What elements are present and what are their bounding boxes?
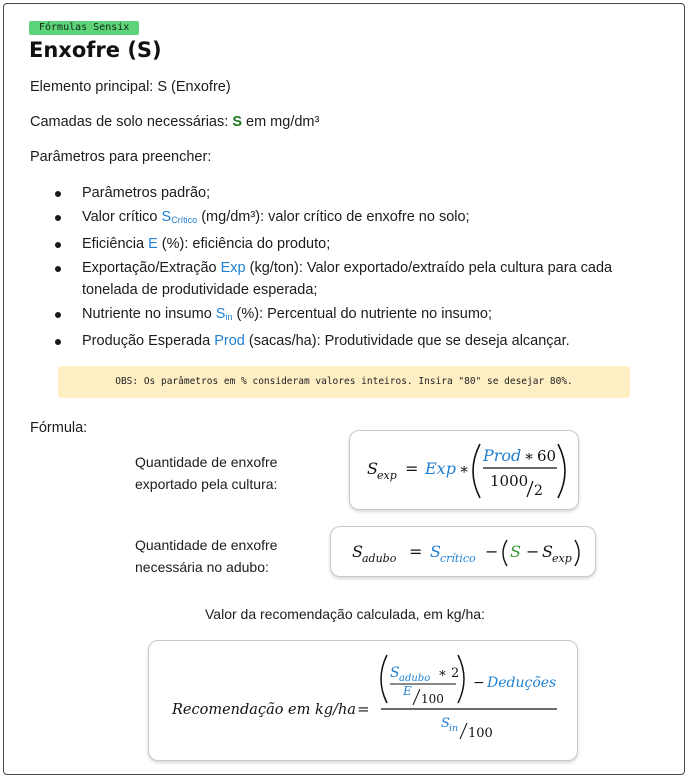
- svg-text:S: S: [430, 542, 441, 561]
- svg-text:adubo: adubo: [362, 552, 397, 565]
- svg-text:exp: exp: [552, 552, 572, 565]
- bullet-dot: [55, 266, 61, 272]
- bullet-post: (%): eficiência do produto;: [157, 236, 331, 252]
- bullet-post: (%): Percentual do nutriente no insumo;: [232, 306, 493, 322]
- svg-text:100: 100: [468, 726, 493, 741]
- list-item: [52, 257, 662, 301]
- main-element-line: Elemento principal: S (Enxofre): [30, 79, 231, 95]
- symbol-e: E: [148, 236, 158, 252]
- soil-layers-symbol: S: [232, 114, 242, 130]
- svg-text:S: S: [542, 542, 553, 561]
- formula-3-label: Valor da recomendação calculada, em kg/ha:: [205, 606, 485, 622]
- svg-text:crítico: crítico: [440, 552, 476, 565]
- formula-1-box: [349, 430, 579, 510]
- parameters-heading: Parâmetros para preencher:: [30, 149, 212, 165]
- bullet-dot: [55, 339, 61, 345]
- svg-text:Exp: Exp: [425, 459, 456, 478]
- bullet-pre: Eficiência: [82, 236, 149, 252]
- bullet-pre: Produção Esperada: [82, 333, 215, 349]
- svg-text:Prod: Prod: [483, 446, 522, 465]
- page-title: Enxofre (S): [29, 38, 162, 62]
- svg-text:adubo: adubo: [399, 673, 431, 684]
- symbol-s-in: $S_{in}$: [215, 306, 233, 322]
- bullet-pre: Valor crítico: [82, 209, 162, 225]
- svg-text:∗ 2: ∗ 2: [438, 666, 460, 681]
- svg-text:Recomendação em kg/ha: Recomendação em kg/ha: [172, 702, 356, 718]
- formula-3-box: [148, 640, 578, 761]
- soil-layers-line: [30, 114, 319, 130]
- svg-text:S: S: [441, 716, 450, 731]
- bullet-text: Parâmetros padrão;: [82, 185, 211, 201]
- svg-text:100: 100: [421, 692, 444, 706]
- formula-2-equation: [331, 527, 597, 578]
- list-item: [52, 182, 662, 204]
- svg-text:E: E: [403, 684, 412, 698]
- list-item: [52, 233, 662, 255]
- svg-text:∗: ∗: [524, 447, 535, 465]
- obs-note: OBS: Os parâmetros em % consideram valores inteiros. Insira "80" se desejar 80%.: [58, 366, 630, 398]
- svg-text:2: 2: [534, 483, 543, 499]
- svg-text:=: =: [409, 542, 423, 561]
- bullet-pre: Nutriente no insumo: [82, 306, 216, 322]
- category-tag: Fórmulas Sensix: [29, 21, 139, 35]
- bullet-pre: Exportação/Extração: [82, 260, 221, 276]
- bullet-dot: [55, 191, 61, 197]
- svg-text:exp: exp: [377, 469, 397, 482]
- list-item: [52, 206, 662, 231]
- bullet-dot: [55, 215, 61, 221]
- svg-text:−: −: [485, 542, 499, 561]
- formula-2-label: Quantidade de enxofre necessária no adubo:: [135, 537, 278, 575]
- svg-text:S: S: [390, 665, 400, 681]
- bullet-post: (kg/ton): Valor exportado/extraído pela cultura para cada tonelada de produtividade esperada;: [82, 260, 613, 298]
- formula-1-equation: [350, 431, 580, 511]
- list-item: [52, 330, 662, 352]
- svg-text:in: in: [449, 723, 459, 734]
- svg-text:−: −: [473, 675, 485, 691]
- svg-text:=: =: [357, 700, 370, 718]
- formula-3-equation: [149, 641, 579, 762]
- svg-text:1000: 1000: [490, 472, 529, 490]
- symbol-s-critico: $S_{Crítico}$: [161, 209, 198, 225]
- formula-heading: Fórmula:: [30, 420, 88, 436]
- symbol-prod: Prod: [214, 333, 245, 349]
- bullet-dot: [55, 312, 61, 318]
- svg-text:Deduções: Deduções: [487, 675, 557, 691]
- soil-layers-prefix: Camadas de solo necessárias:: [30, 114, 233, 130]
- svg-text:60: 60: [537, 447, 557, 465]
- svg-text:−: −: [526, 542, 540, 561]
- svg-text:=: =: [405, 459, 419, 478]
- svg-text:S: S: [352, 542, 363, 561]
- parameters-list: [52, 182, 662, 354]
- bullet-post: (mg/dm³): valor crítico de enxofre no solo;: [197, 209, 470, 225]
- list-item: [52, 303, 662, 328]
- svg-text:S: S: [510, 542, 521, 561]
- svg-text:∗: ∗: [459, 460, 470, 478]
- bullet-dot: [55, 242, 61, 248]
- formula-1-label: Quantidade de enxofre exportado pela cultura:: [135, 454, 278, 492]
- symbol-exp: Exp: [220, 260, 246, 276]
- svg-text:S: S: [367, 459, 378, 478]
- bullet-post: (sacas/ha): Produtividade que se deseja alcançar.: [244, 333, 570, 349]
- formula-2-box: [330, 526, 596, 577]
- soil-layers-suffix: em mg/dm³: [241, 114, 320, 130]
